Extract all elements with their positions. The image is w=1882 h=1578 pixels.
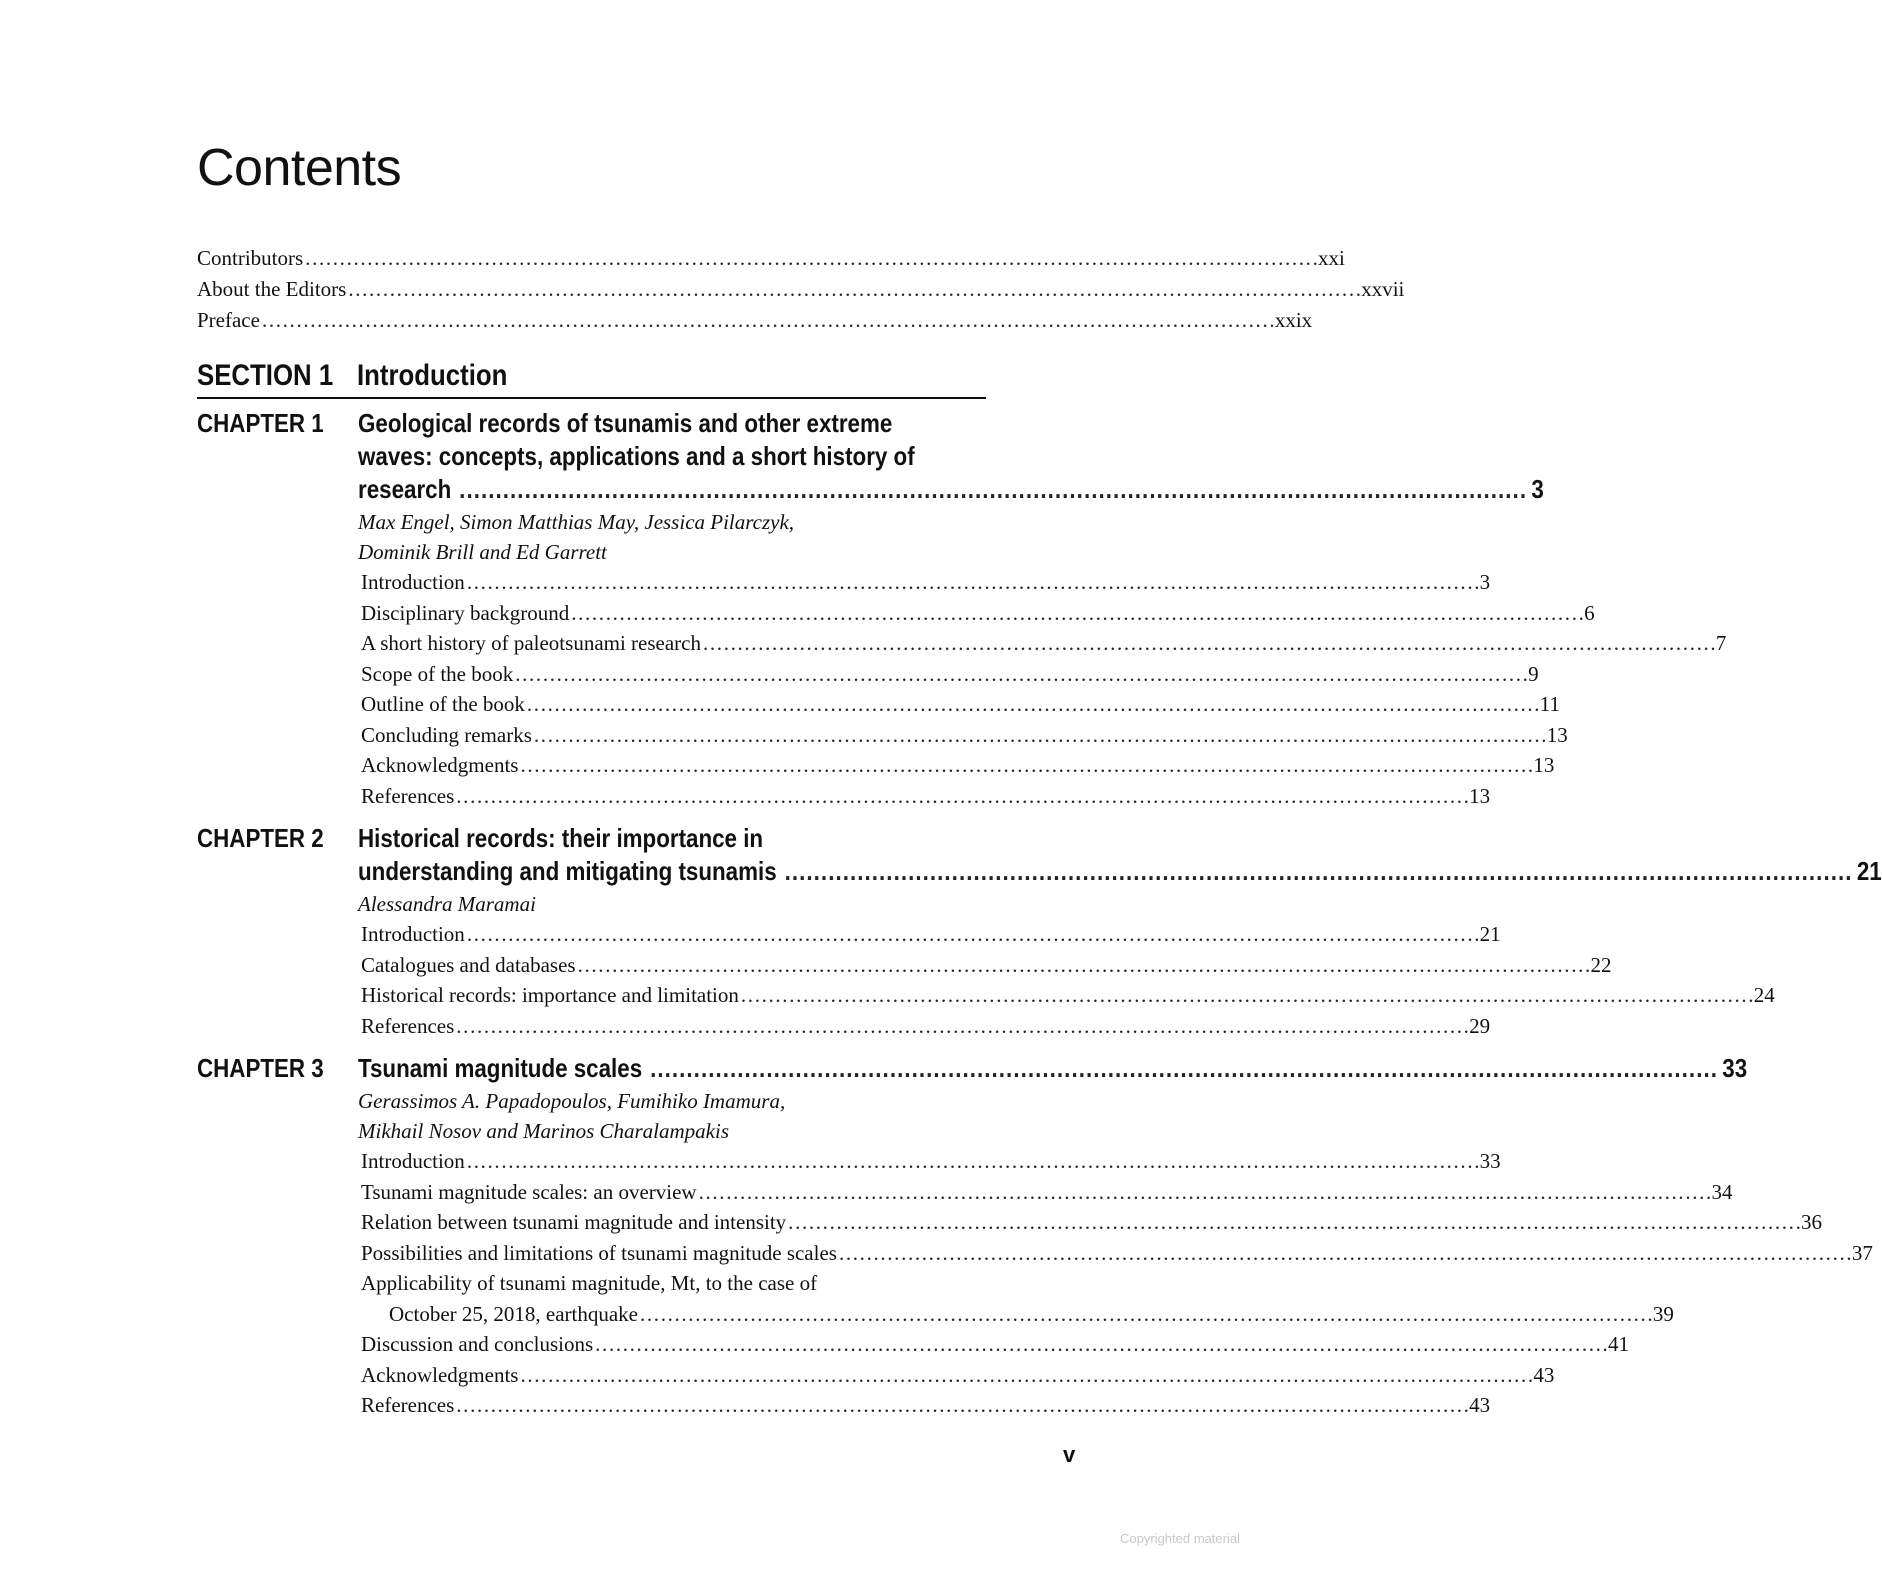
chapter-page: 21 <box>1856 856 1882 886</box>
dot-leader <box>578 950 1589 981</box>
toc-entry-page: 13 <box>1533 753 1555 777</box>
toc-entry-page: 3 <box>1479 570 1491 594</box>
chapter-title-line: Historical records: their importance in <box>358 823 764 853</box>
chapter-title-line: understanding and mitigating tsunamis <box>358 856 777 886</box>
dot-leader <box>456 1390 1467 1421</box>
toc-entry-title: Introduction <box>361 922 465 946</box>
toc-entry-page: 11 <box>1539 692 1560 716</box>
author-line: Max Engel, Simon Matthias May, Jessica Pilarczyk, <box>358 510 795 534</box>
toc-entry-title: Acknowledgments <box>361 1362 519 1387</box>
chapter-entries <box>358 1146 1873 1421</box>
toc-entry-title: About the Editors <box>197 277 347 301</box>
dot-leader <box>839 1238 1850 1269</box>
toc-entry[interactable] <box>358 1360 1555 1391</box>
toc-entry-title: A short history of paleotsunami research <box>361 631 701 655</box>
toc-entry-page: 39 <box>1652 1301 1674 1326</box>
dot-leader <box>640 1299 1651 1330</box>
toc-entry-title: Possibilities and limitations of tsunami magnitude scales <box>361 1240 837 1265</box>
dot-leader <box>650 1053 1714 1083</box>
toc-entry-title: Introduction <box>361 570 465 594</box>
author-line: Dominik Brill and Ed Garrett <box>358 540 607 564</box>
toc-entry-title: Discussion and conclusions <box>361 1332 594 1356</box>
toc-entry-page: 21 <box>1479 922 1501 946</box>
toc-entry[interactable] <box>358 1329 1630 1360</box>
toc-entry[interactable] <box>197 274 1405 305</box>
front-matter-list <box>197 243 1405 336</box>
dot-leader <box>571 598 1582 629</box>
dot-leader <box>520 1360 1531 1391</box>
chapter-authors <box>358 1086 986 1146</box>
toc-entry-page: 29 <box>1469 1013 1491 1038</box>
toc-entry-page: 37 <box>1851 1240 1873 1265</box>
chapter-authors <box>358 889 986 919</box>
toc-entry-title: Relation between tsunami magnitude and intensity <box>361 1210 787 1234</box>
toc-entry[interactable] <box>358 628 1727 659</box>
toc-entry[interactable] <box>358 689 1560 720</box>
dot-leader <box>785 856 1849 886</box>
dot-leader <box>527 689 1538 720</box>
dot-leader <box>534 720 1545 751</box>
toc-entry-page: 24 <box>1753 983 1775 1007</box>
chapter-title-line: Geological records of tsunamis and other extreme <box>358 408 893 438</box>
toc-entry-title: Concluding remarks <box>361 722 532 747</box>
toc-entry[interactable] <box>358 1146 1501 1177</box>
toc-entry-title: Historical records: importance and limitation <box>361 983 739 1007</box>
toc-entry[interactable] <box>358 1177 1733 1208</box>
toc-entry-title: Contributors <box>197 246 304 270</box>
dot-leader <box>467 567 1478 598</box>
toc-entry[interactable] <box>358 750 1555 781</box>
page-number: v <box>1063 1442 1076 1467</box>
chapter-authors <box>358 507 986 567</box>
toc-entry-page: 13 <box>1469 783 1491 808</box>
toc-entry[interactable] <box>358 720 1568 751</box>
toc-entry-page: 33 <box>1479 1149 1501 1173</box>
toc-entry-title: Disciplinary background <box>361 600 570 625</box>
toc-entry-page: 43 <box>1533 1362 1555 1387</box>
author-line: Gerassimos A. Papadopoulos, Fumihiko Imamura, <box>358 1089 786 1113</box>
toc-entry-title: Preface <box>197 308 260 332</box>
toc-entry[interactable] <box>358 1390 1491 1421</box>
chapter-label: CHAPTER 3 <box>197 1053 324 1083</box>
toc-entry-title: References <box>361 1393 455 1417</box>
toc-entry-page: 22 <box>1590 952 1612 977</box>
dot-leader <box>520 750 1531 781</box>
toc-entry[interactable] <box>358 567 1491 598</box>
chapter-page: 3 <box>1531 474 1544 504</box>
toc-entry-title: Introduction <box>361 1149 465 1173</box>
author-line: Mikhail Nosov and Marinos Charalampakis <box>358 1119 729 1143</box>
toc-entry[interactable] <box>197 305 1313 336</box>
section-label: SECTION 1 <box>197 359 334 392</box>
dot-leader <box>515 659 1526 690</box>
toc-entry[interactable] <box>358 659 1539 690</box>
toc-entry-title: Outline of the book <box>361 692 525 716</box>
toc-entry[interactable] <box>358 950 1612 981</box>
chapter-title-line: research <box>358 474 452 504</box>
toc-entry-page: 43 <box>1469 1393 1491 1417</box>
toc-entry[interactable] <box>358 1011 1491 1042</box>
toc-entry-title: October 25, 2018, earthquake <box>389 1301 638 1326</box>
dot-leader <box>467 1146 1478 1177</box>
toc-entry-page: xxix <box>1274 308 1313 332</box>
dot-leader <box>699 1177 1710 1208</box>
toc-entry[interactable] <box>358 598 1595 629</box>
dot-leader <box>788 1207 1799 1238</box>
toc-entry[interactable] <box>358 1238 1873 1269</box>
dot-leader <box>741 980 1752 1011</box>
chapter-title[interactable] <box>358 1052 1748 1085</box>
section-title: Introduction <box>356 359 508 392</box>
chapter-label: CHAPTER 2 <box>197 823 324 853</box>
chapter-title-line: waves: concepts, applications and a short history of <box>358 441 915 471</box>
chapter-page: 33 <box>1722 1053 1748 1083</box>
page-title: Contents <box>197 139 402 197</box>
toc-entry[interactable] <box>358 1207 1823 1238</box>
chapter-title-line: Tsunami magnitude scales <box>358 1053 643 1083</box>
toc-entry-title: Applicability of tsunami magnitude, Mt, to the case of <box>361 1271 818 1295</box>
toc-entry-title: References <box>361 1013 455 1038</box>
toc-entry-page: 41 <box>1608 1332 1630 1356</box>
toc-entry[interactable] <box>358 1268 986 1299</box>
toc-entry-page: xxi <box>1318 246 1345 270</box>
author-line: Alessandra Maramai <box>358 892 536 916</box>
toc-entry-title: Scope of the book <box>361 661 514 686</box>
toc-entry-page: 6 <box>1584 600 1595 625</box>
toc-entry-page: 13 <box>1546 722 1568 747</box>
toc-entry-page: 7 <box>1715 631 1727 655</box>
toc-entry-title: Catalogues and databases <box>361 952 576 977</box>
dot-leader <box>305 243 1316 274</box>
dot-leader <box>456 781 1467 812</box>
dot-leader <box>459 474 1523 504</box>
dot-leader <box>456 1011 1467 1042</box>
dot-leader <box>262 305 1273 336</box>
toc-entry[interactable] <box>358 1299 1674 1330</box>
section-divider <box>197 397 986 399</box>
chapter-title[interactable] <box>358 407 1544 506</box>
toc-entry-page: xxvii <box>1361 277 1405 301</box>
dot-leader <box>595 1329 1606 1360</box>
chapter-entries <box>358 919 1775 1041</box>
toc-entry-title: References <box>361 783 455 808</box>
chapter-title[interactable] <box>358 822 1882 888</box>
toc-entry-title: Acknowledgments <box>361 753 519 777</box>
toc-entry[interactable] <box>358 919 1501 950</box>
toc-entry[interactable] <box>197 243 1345 274</box>
toc-entry-page: 34 <box>1711 1179 1733 1204</box>
dot-leader <box>703 628 1714 659</box>
toc-entry-title: Tsunami magnitude scales: an overview <box>361 1179 697 1204</box>
toc-entry[interactable] <box>358 781 1491 812</box>
toc-entry-page: 36 <box>1801 1210 1823 1234</box>
copyright-watermark: Copyrighted material <box>1120 1531 1240 1546</box>
dot-leader <box>467 919 1478 950</box>
toc-entry[interactable] <box>358 980 1775 1011</box>
dot-leader <box>348 274 1359 305</box>
toc-entry-page: 9 <box>1528 661 1539 686</box>
section-heading <box>197 357 876 395</box>
chapter-label: CHAPTER 1 <box>197 408 324 438</box>
chapter-entries <box>358 567 1727 811</box>
